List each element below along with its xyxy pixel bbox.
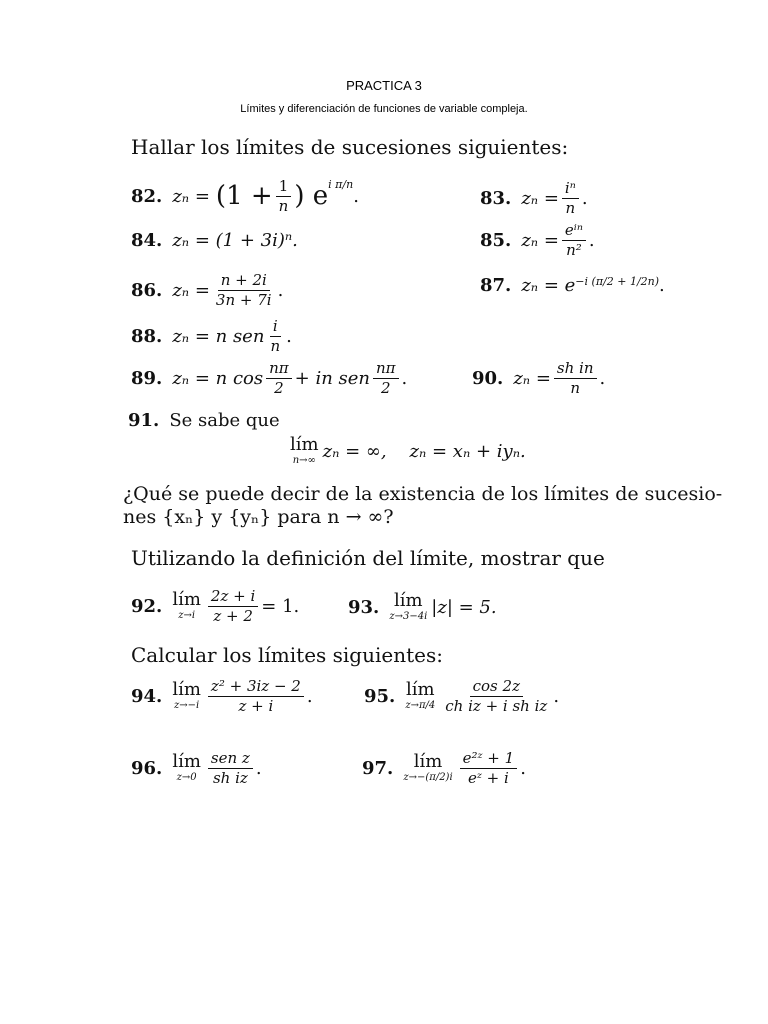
problem-95: 95. lím z→π/4 $\frac{\cos 2z}{\text{ch iz + i sh iz}}$ .	[364, 677, 560, 715]
problem-83: 83. zₙ = $\frac{\text{iⁿ}}{n}$ .	[480, 179, 588, 217]
section-heading-2: Utilizando la definición del límite, mostrar que	[131, 546, 605, 570]
problem-91-question-line-1: ¿Qué se puede decir de la existencia de los límites de sucesio-	[123, 483, 723, 505]
problem-91-question-line-2: nes {xₙ} y {yₙ} para n → ∞?	[123, 506, 394, 528]
problem-94: 94. lím z→−i $\frac{\text{z² + 3iz − 2}}{z + i}$ .	[131, 677, 313, 715]
problem-84: 84. zₙ = (1 + 3i)ⁿ.	[131, 230, 298, 251]
problem-97: 97. lím z→−(π/2)i $\frac{\text{e²ᶻ + 1}}{\text{eᶻ + i}}$ .	[362, 749, 526, 787]
problem-86: 86. zₙ = $\frac{n + 2i}{3n + 7i}$ .	[131, 271, 284, 309]
problem-88: 88. zₙ = n sen $\frac{i}{n}$ .	[131, 317, 292, 355]
practice-title: PRACTICA 3	[346, 78, 422, 93]
problem-82: 82. zₙ = (1 + $\frac{1}{n}$ ) e $^{i \pi/n}$ .	[131, 177, 359, 215]
problem-85: 85. zₙ = $\frac{\text{eⁱⁿ}}{\text{n²}}$ .	[480, 221, 595, 259]
problem-90: 90. zₙ = $\frac{\text{sh in}}{n}$ .	[472, 359, 606, 397]
problem-92: 92. lím z→i $\frac{2z + i}{z + 2}$ = 1.	[131, 587, 300, 625]
section-heading-1: Hallar los límites de sucesiones siguientes:	[131, 135, 569, 159]
problem-89: 89. zₙ = n cos $\frac{n\pi}{2}$ + in sen $\frac{n\pi}{2}$ .	[131, 359, 408, 397]
problem-93: 93. lím z→3−4i |z| = 5.	[348, 590, 497, 622]
problem-87: 87. zₙ = e $^{-i (\pi/2 + 1/2n)}$ .	[480, 275, 665, 296]
problem-91: 91. Se sabe que	[128, 410, 280, 431]
problem-91-formula: lím n→∞ zₙ = ∞, zₙ = xₙ + iyₙ.	[290, 434, 526, 466]
section-heading-3: Calcular los límites siguientes:	[131, 643, 443, 667]
problem-96: 96. lím z→0 $\frac{\text{sen z}}{\text{sh iz}}$ .	[131, 749, 262, 787]
practice-subtitle: Límites y diferenciación de funciones de variable compleja.	[240, 103, 528, 115]
